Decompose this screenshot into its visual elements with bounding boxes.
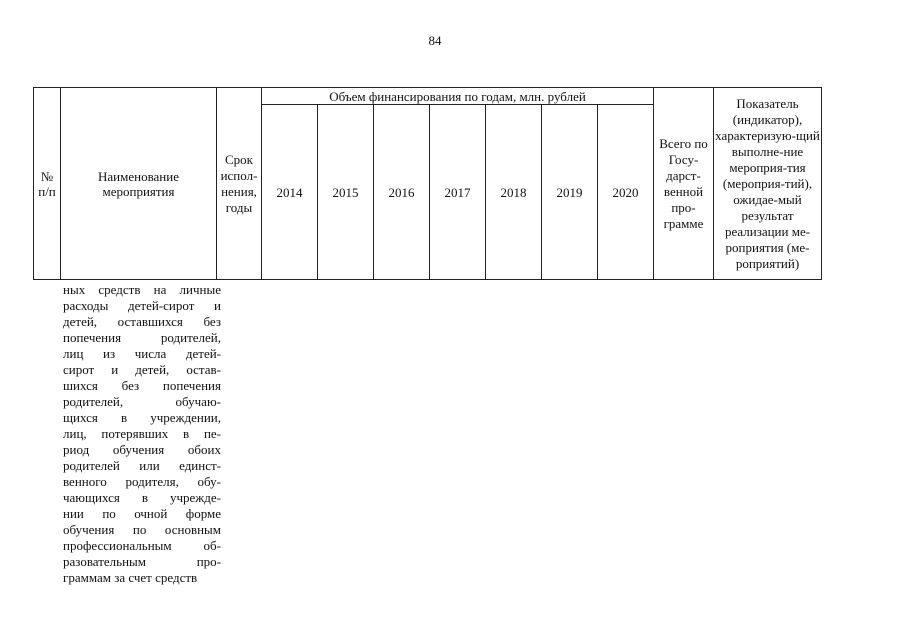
header-year: 2019 <box>542 105 598 280</box>
header-year: 2015 <box>318 105 374 280</box>
header-financing: Объем финансирования по годам, млн. рублей <box>262 88 654 105</box>
text-line: профессиональным об- <box>63 538 221 553</box>
header-indicator: Показатель (индикатор), характеризую-щий выполне-ние мероприя-тия (мероприя-тий), ожидае-мый результат реализации ме-роприятия (ме-роприятий) <box>714 88 822 280</box>
header-year: 2018 <box>486 105 542 280</box>
header-num: № п/п <box>34 88 61 280</box>
text-line: щихся в учреждении, <box>63 410 221 425</box>
text-line: родителей или единст- <box>63 458 221 473</box>
header-term: Срок испол-нения, годы <box>217 88 262 280</box>
header-year: 2017 <box>430 105 486 280</box>
text-line: детей, оставшихся без <box>63 314 221 329</box>
header-year: 2016 <box>374 105 430 280</box>
text-line: попечения родителей, <box>63 330 221 345</box>
text-line: граммам за счет средств <box>63 570 198 585</box>
text-line: лиц, потерявших в пе- <box>63 426 221 441</box>
text-line: риод обучения обоих <box>63 442 221 457</box>
text-line: венного родителя, обу- <box>63 474 221 489</box>
text-line: родителей, обучаю- <box>63 394 221 409</box>
text-line: сирот и детей, остав- <box>63 362 221 377</box>
measure-description <box>63 282 221 586</box>
text-line: нии по очной форме <box>63 506 221 521</box>
text-line: чающихся в учрежде- <box>63 490 221 505</box>
text-line: лиц из числа детей- <box>63 346 221 361</box>
text-line: ных средств на личные <box>63 282 221 297</box>
header-year: 2014 <box>262 105 318 280</box>
header-name: Наименование мероприятия <box>61 88 217 280</box>
header-total: Всего по Госу-дарст-венной про-грамме <box>654 88 714 280</box>
page-number: 84 <box>428 33 442 48</box>
text-line: расходы детей-сирот и <box>63 298 221 313</box>
text-line: разовательным про- <box>63 554 221 569</box>
header-year: 2020 <box>598 105 654 280</box>
text-line: шихся без попечения <box>63 378 221 393</box>
table-header-row-top <box>34 88 822 105</box>
financing-table <box>33 87 822 280</box>
text-line: обучения по основным <box>63 522 221 537</box>
